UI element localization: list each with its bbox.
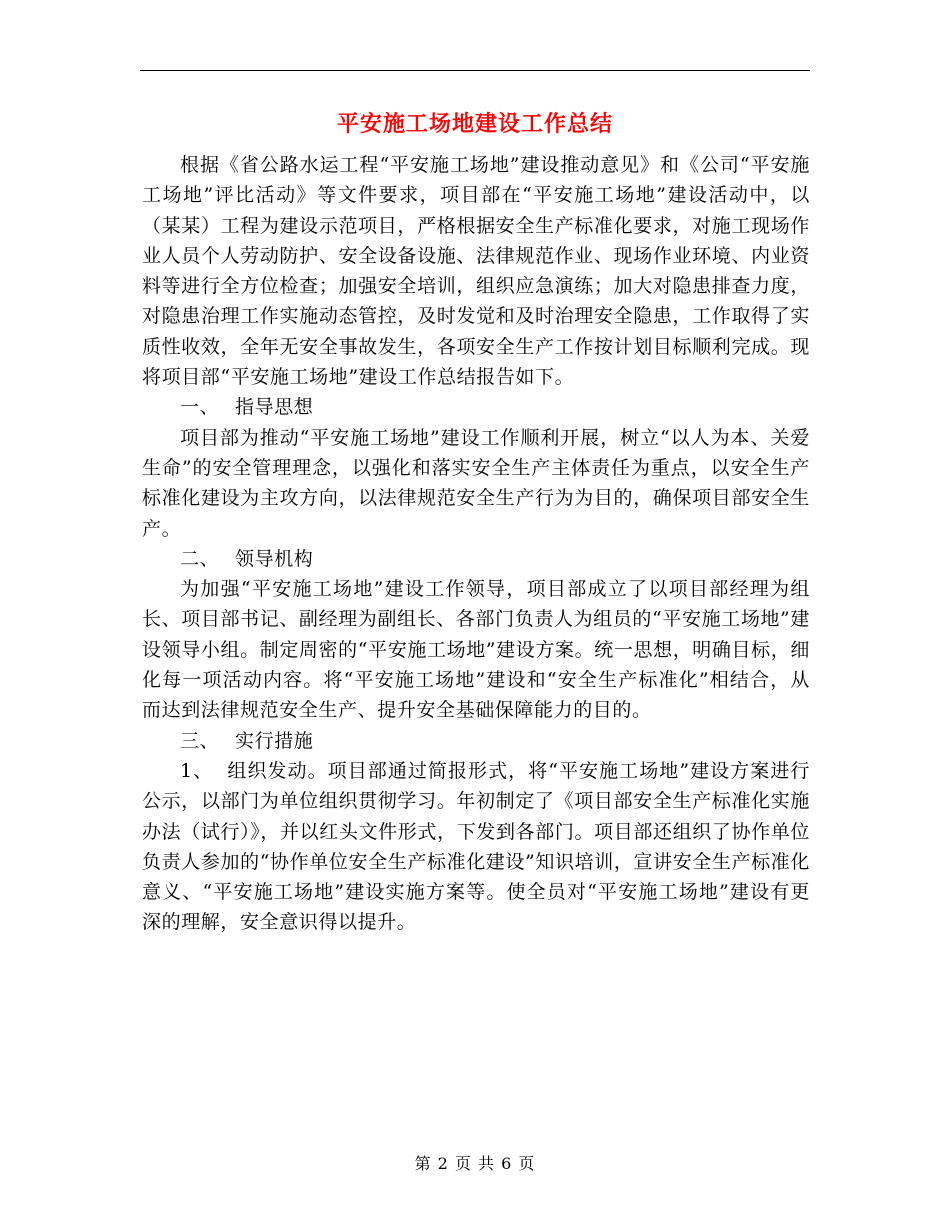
- section-paragraph-2: 为加强“平安施工场地”建设工作领导，项目部成立了以项目部经理为组长、项目部书记、副经理为副组长、各部门负责人为组员的“平安施工场地”建设领导小组。制定周密的“平安施工场地”建设方案。统一思想，明确目标，细化每一项活动内容。将“平安施工场地”建设和“安全生产标准化”相结合，从而达到法律规范安全生产、提升安全基础保障能力的目的。: [142, 578, 810, 722]
- section-heading-2: [142, 544, 810, 574]
- section-heading-3: [142, 726, 810, 756]
- item-number-1: 1、: [180, 759, 214, 782]
- intro-paragraph: 根据《省公路水运工程“平安施工场地”建设推动意见》和《公司“平安施工场地”评比活动》等文件要求，项目部在“平安施工场地”建设活动中，以（某某）工程为建设示范项目，严格根据安全生产标准化要求，对施工现场作业人员个人劳动防护、安全设备设施、法律规范作业、现场作业环境、内业资料等进行全方位检查；加强安全培训，组织应急演练；加大对隐患排查力度，对隐患治理工作实施动态管控，及时发觉和及时治理安全隐患，工作取得了实质性收效，全年无安全事故发生，各项安全生产工作按计划目标顺利完成。现将项目部“平安施工场地”建设工作总结报告如下。: [142, 154, 810, 389]
- section-number-2: 二、: [180, 547, 220, 570]
- page-number-footer: 第 2 页 共 6 页: [414, 1154, 536, 1173]
- document-title: 平安施工场地建设工作总结: [336, 111, 613, 137]
- header-rule: [140, 70, 810, 71]
- document-body: [142, 150, 810, 938]
- section-heading-1: [142, 392, 810, 422]
- item-text-1: 组织发动。项目部通过简报形式，将“平安施工场地”建设方案进行公示，以部门为单位组织贯彻学习。年初制定了《项目部安全生产标准化实施办法（试行）》，并以红头文件形式，下发到各部门。项目部还组织了协作单位负责人参加的“协作单位安全生产标准化建设”知识培训，宣讲安全生产标准化意义、“平安施工场地”建设实施方案等。使全员对“平安施工场地”建设有更深的理解，安全意识得以提升。: [142, 759, 810, 934]
- section-number-3: 三、: [180, 729, 220, 752]
- section-title-1: 指导思想: [235, 396, 314, 419]
- section-3-item-1: [142, 756, 810, 938]
- section-title-2: 领导机构: [235, 547, 314, 570]
- section-title-3: 实行措施: [235, 729, 314, 752]
- section-paragraph-1: 项目部为推动“平安施工场地”建设工作顺利开展，树立“以人为本、关爱生命”的安全管理理念，以强化和落实安全生产主体责任为重点，以安全生产标准化建设为主攻方向，以法律规范安全生产行为为目的，确保项目部安全生产。: [142, 426, 810, 540]
- section-number-1: 一、: [180, 396, 220, 419]
